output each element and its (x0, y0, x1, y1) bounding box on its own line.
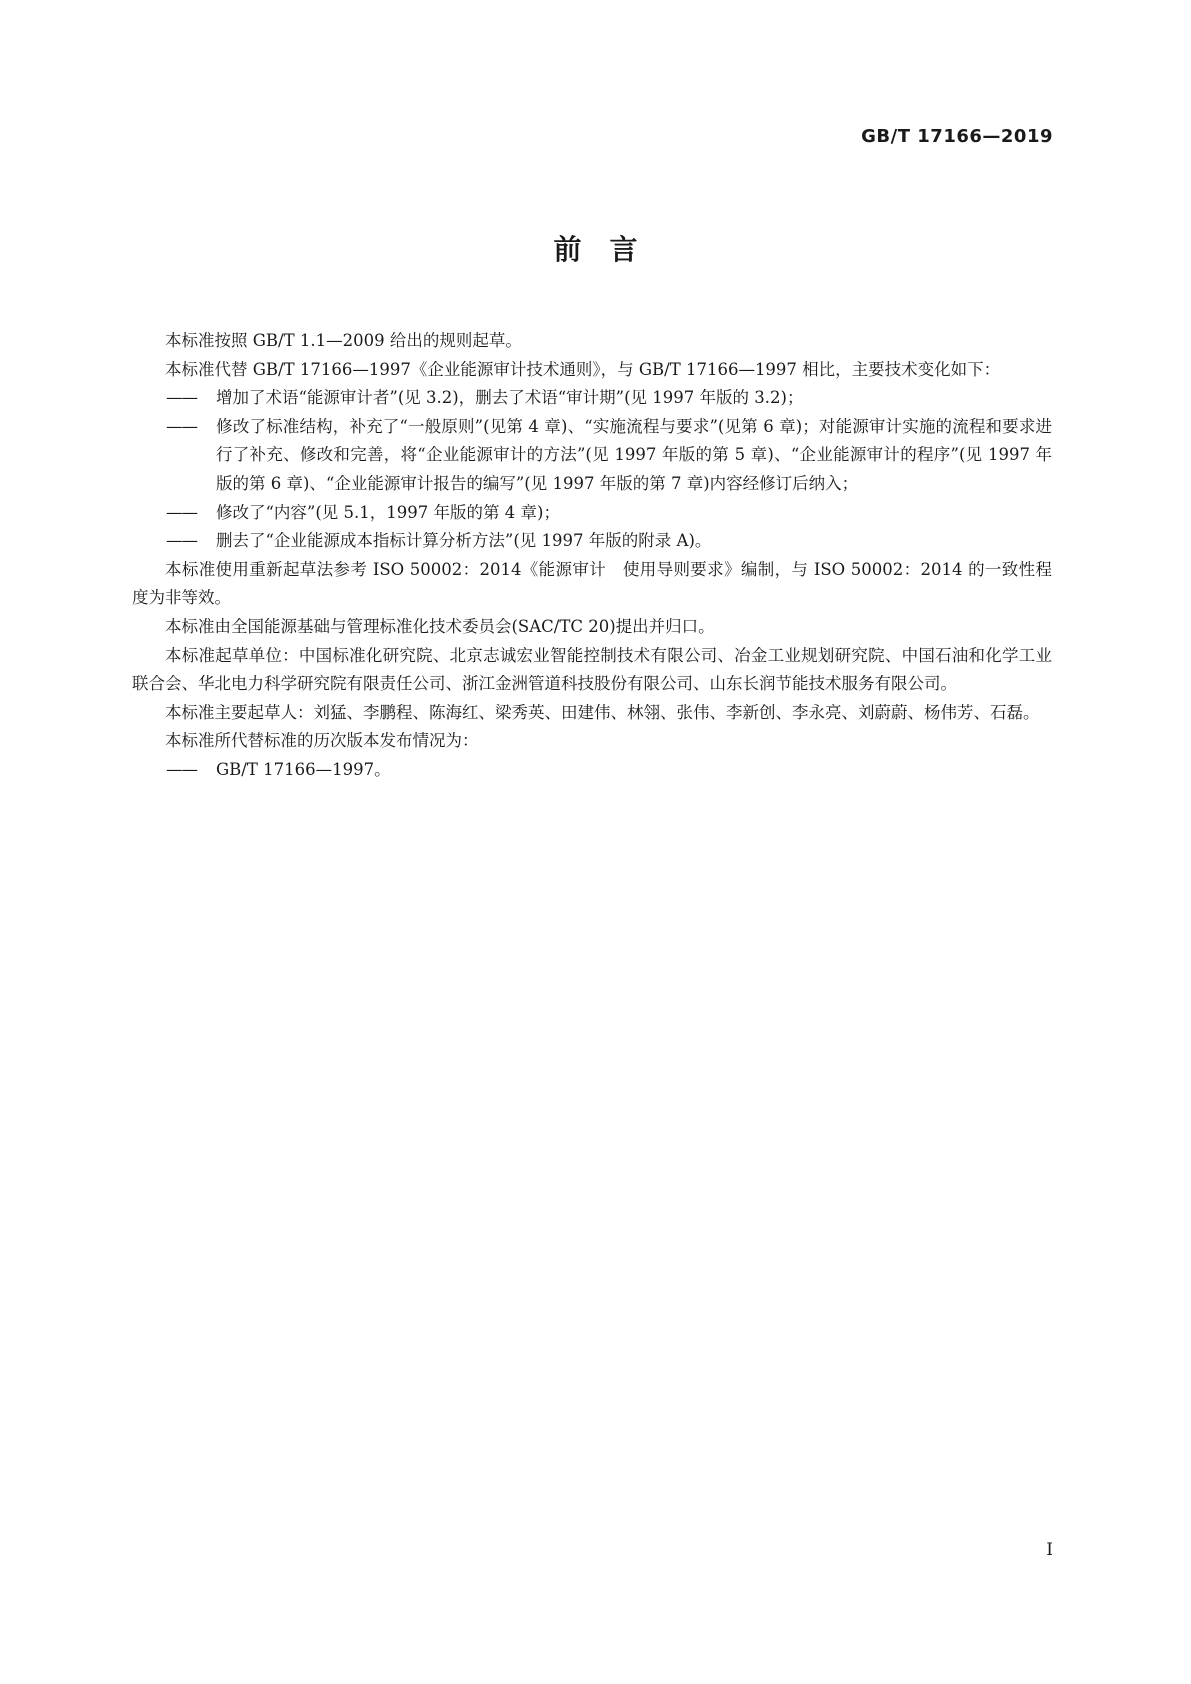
paragraph-drafters: 本标准主要起草人：刘猛、李鹏程、陈海红、梁秀英、田建伟、林翎、张伟、李新创、李永亮、刘蔚蔚、杨伟芳、石磊。 (165, 702, 1040, 722)
change-item-text: 修改了标准结构，补充了“一般原则”(见第 4 章)、“实施流程与要求”(见第 6 章)；对能源审计实施的流程和要求进行了补充、修改和完善，将“企业能源审计的方法”(见 1997 年版的第 5 章)、“企业能源审计的程序”(见 1997 年版的第 6 章)、“企业能源审计报告的编写”(见 1997 年版的第 7 章)内容经修订后纳入； (216, 416, 1052, 493)
history-item-text: GB/T 17166—1997。 (216, 759, 391, 779)
paragraph-committee: 本标准由全国能源基础与管理标准化技术委员会(SAC/TC 20)提出并归口。 (165, 616, 715, 636)
standard-code: GB/T 17166—2019 (861, 126, 1053, 147)
dash-marker: —— (166, 502, 197, 522)
paragraph-drafting-rules: 本标准按照 GB/T 1.1—2009 给出的规则起草。 (165, 331, 522, 350)
paragraph-history-intro: 本标准所代替标准的历次版本发布情况为： (165, 731, 479, 751)
history-item (132, 756, 1052, 785)
paragraph-replacement: 本标准代替 GB/T 17166—1997《企业能源审计技术通则》，与 GB/T 17166—1997 相比，主要技术变化如下： (165, 359, 1001, 379)
change-item-text: 修改了“内容”(见 5.1，1997 年版的第 4 章)； (216, 502, 560, 522)
change-item-text: 删去了“企业能源成本指标计算分析方法”(见 1997 年版的附录 A)。 (216, 531, 712, 551)
dash-marker: —— (166, 759, 197, 779)
change-item (132, 527, 1052, 556)
page-title: 前言 (553, 233, 666, 266)
dash-marker: —— (166, 416, 197, 436)
change-item (132, 413, 1052, 499)
foreword-body (132, 327, 1052, 785)
change-item (132, 499, 1052, 528)
dash-marker: —— (166, 388, 197, 408)
paragraph-iso-reference: 本标准使用重新起草法参考 ISO 50002：2014《能源审计 使用导则要求》编制，与 ISO 50002：2014 的一致性程度为非等效。 (132, 559, 1052, 608)
paragraph-drafting-units: 本标准起草单位：中国标准化研究院、北京志诚宏业智能控制技术有限公司、冶金工业规划研究院、中国石油和化学工业联合会、华北电力科学研究院有限责任公司、浙江金洲管道科技股份有限公司、山东长润节能技术服务有限公司。 (132, 645, 1052, 694)
change-item (132, 384, 1052, 413)
page-number: I (1046, 1540, 1053, 1560)
change-item-text: 增加了术语“能源审计者”(见 3.2)，删去了术语“审计期”(见 1997 年版的 3.2)； (216, 388, 804, 408)
dash-marker: —— (166, 531, 197, 551)
